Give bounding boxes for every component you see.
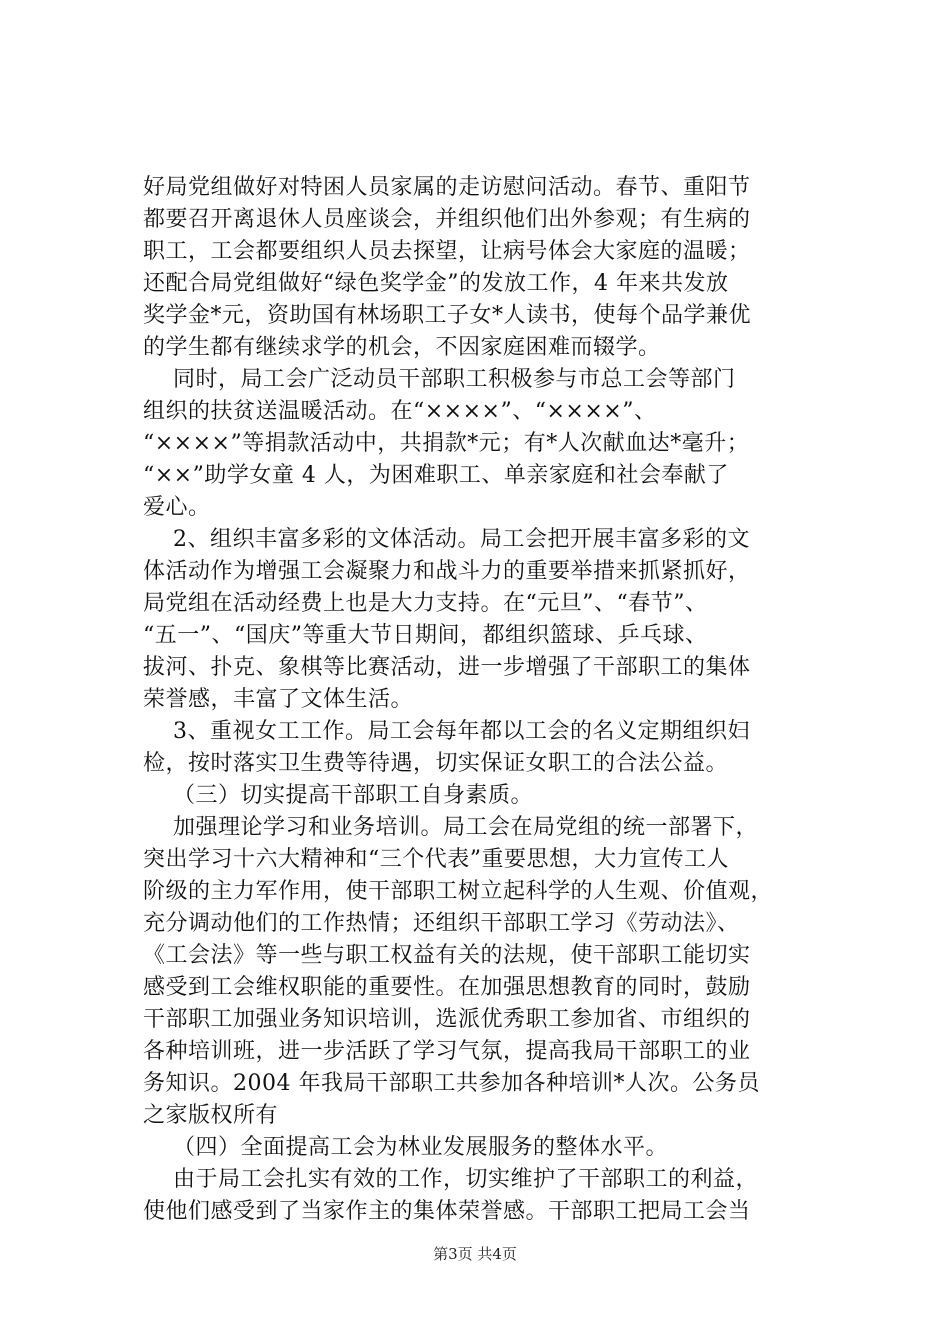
section-heading: （三）切实提高干部职工自身素质。	[143, 783, 533, 808]
page-number-footer: 第3页 共4页	[433, 1245, 517, 1263]
section-heading: （四）全面提高工会为林业发展服务的整体水平。	[143, 1135, 668, 1160]
text-line: 加强理论学习和业务培训。局工会在局党组的统一部署下，	[143, 815, 758, 840]
text-line: 还配合局党组做好“绿色奖学金”的发放工作，4 年来共发放	[143, 271, 729, 296]
text-line: 务知识。2004 年我局干部职工共参加各种培训*人次。公务员	[143, 1071, 760, 1096]
text-line: “××”助学女童 4 人，为困难职工、单亲家庭和社会奉献了	[143, 463, 729, 488]
text-line: 局党组在活动经费上也是大力支持。在“元旦”、“春节”、	[143, 591, 708, 616]
document-body	[143, 172, 833, 1228]
text-line: “五一”、“国庆”等重大节日期间，都组织篮球、乒乓球、	[143, 623, 708, 648]
text-line: 检，按时落实卫生费等待遇，切实保证女职工的合法公益。	[143, 751, 729, 776]
text-line: 2、组织丰富多彩的文体活动。局工会把开展丰富多彩的文	[143, 527, 750, 552]
text-line: 组织的扶贫送温暖活动。在“××××”、“××××”、	[143, 399, 657, 424]
text-line: 的学生都有继续求学的机会，不因家庭困难而辍学。	[143, 335, 661, 360]
text-line: 爱心。	[143, 495, 211, 520]
text-line: 感受到工会维权职能的重要性。在加强思想教育的同时，鼓励	[143, 975, 751, 1000]
text-line: 职工，工会都要组织人员去探望，让病号体会大家庭的温暖；	[143, 239, 751, 264]
text-line: 《工会法》等一些与职工权益有关的法规，使干部职工能切实	[143, 943, 751, 968]
text-line: 奖学金*元，资助国有林场职工子女*人读书，使每个品学兼优	[143, 303, 752, 328]
text-line: 拔河、扑克、象棋等比赛活动，进一步增强了干部职工的集体	[143, 655, 751, 680]
text-line: 由于局工会扎实有效的工作，切实维护了干部职工的利益，	[143, 1167, 758, 1192]
text-line: “××××”等捐款活动中，共捐款*元；有*人次献血达*毫升；	[143, 431, 750, 456]
text-line: 干部职工加强业务知识培训，选派优秀职工参加省、市组织的	[143, 1007, 751, 1032]
text-line: 充分调动他们的工作热情；还组织干部职工学习《劳动法》、	[143, 911, 740, 936]
text-line: 都要召开离退休人员座谈会，并组织他们出外参观；有生病的	[143, 207, 751, 232]
text-line: 荣誉感，丰富了文体生活。	[143, 687, 414, 712]
text-line: 同时，局工会广泛动员干部职工积极参与市总工会等部门	[143, 367, 736, 392]
text-line: 3、重视女工工作。局工会每年都以工会的名义定期组织妇	[143, 719, 750, 744]
text-line: 突出学习十六大精神和“三个代表”重要思想，大力宣传工人	[143, 847, 729, 872]
text-line: 之家版权所有	[143, 1103, 279, 1128]
text-line: 各种培训班，进一步活跃了学习气氛，提高我局干部职工的业	[143, 1039, 751, 1064]
text-line: 阶级的主力军作用，使干部职工树立起科学的人生观、价值观，	[143, 879, 774, 904]
text-line: 体活动作为增强工会凝聚力和战斗力的重要举措来抓紧抓好，	[143, 559, 751, 584]
text-line: 使他们感受到了当家作主的集体荣誉感。干部职工把局工会当	[143, 1199, 751, 1224]
text-line: 好局党组做好对特困人员家属的走访慰问活动。春节、重阳节	[143, 175, 751, 200]
